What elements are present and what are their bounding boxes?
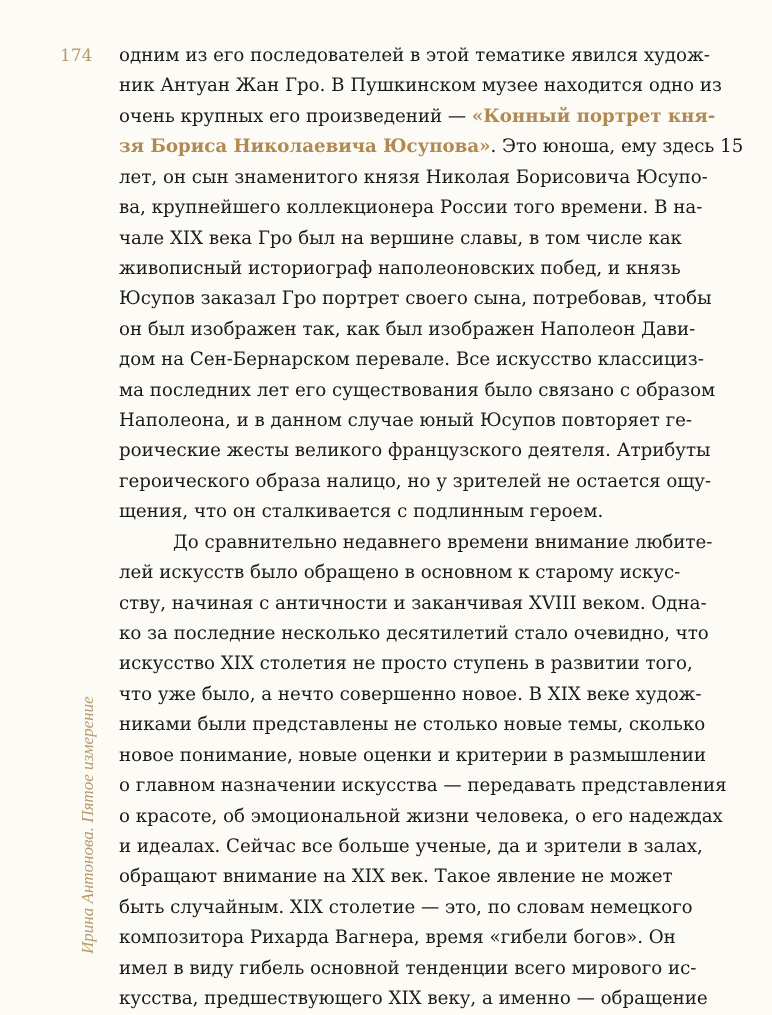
- text-line: лей искусств было обращено в основном к старому искус-: [119, 562, 681, 584]
- page-number: 174: [60, 46, 93, 66]
- text-line: о красоте, об эмоциональной жизни человека, о его надеждах: [119, 805, 723, 827]
- text-line: кусства, предшествующего XIX веку, а именно — обращение: [119, 988, 708, 1010]
- text-line: никами были представлены не столько новые темы, сколько: [119, 714, 706, 736]
- text-line: что уже было, а нечто совершенно новое. В XIX веке худож-: [119, 683, 702, 705]
- artwork-title-link-cont[interactable]: зя Бориса Николаевича Юсупова»: [119, 136, 491, 158]
- text-line: ству, начиная с античности и заканчивая XVIII веком. Одна-: [119, 592, 707, 614]
- text-line: дом на Сен-Бернарском перевале. Все искусство классициз-: [119, 349, 704, 371]
- text-line: искусство XIX столетия не просто ступень в развитии того,: [119, 653, 693, 675]
- text-line: лет, он сын знаменитого князя Николая Борисовича Юсупо-: [119, 166, 708, 188]
- text-line: имел в виду гибель основной тенденции всего мирового ис-: [119, 957, 697, 979]
- text-line: До сравнительно недавнего времени внимание любите-: [173, 531, 713, 553]
- text-line: композитора Рихарда Вагнера, время «гибели богов». Он: [119, 927, 676, 949]
- text-line: ко за последние несколько десятилетий стало очевидно, что: [119, 623, 709, 645]
- text-line: быть случайным. XIX столетие — это, по словам немецкого: [119, 896, 693, 918]
- text-fragment: очень крупных его произведений —: [119, 105, 472, 127]
- text-line: чале XIX века Гро был на вершине славы, в том числе как: [119, 227, 682, 249]
- text-line: Юсупов заказал Гро портрет своего сына, потребовав, чтобы: [119, 288, 712, 310]
- text-line: и идеалах. Сейчас все больше ученые, да и зрители в залах,: [119, 835, 703, 857]
- text-line: он был изображен так, как был изображен Наполеон Дави-: [119, 318, 696, 340]
- text-line: героического образа налицо, но у зрителей не остается ощу-: [119, 470, 712, 492]
- body-text: [119, 41, 744, 1015]
- text-line: ма последних лет его существования было связано с образом: [119, 379, 716, 401]
- text-line: о главном назначении искусства — передавать представления: [119, 775, 727, 797]
- text-line: новое понимание, новые оценки и критерии в размышлении: [119, 744, 706, 766]
- text-line: [119, 132, 744, 162]
- text-line: ник Антуан Жан Гро. В Пушкинском музее находится одно из: [119, 75, 722, 97]
- artwork-title-link[interactable]: «Конный портрет кня-: [471, 105, 716, 127]
- text-line: [119, 102, 716, 132]
- text-line: Наполеона, и в данном случае юный Юсупов повторяет ге-: [119, 410, 693, 432]
- running-head: Ирина Антонова. Пятое измерение: [78, 696, 97, 954]
- text-line: роические жесты великого французского деятеля. Атрибуты: [119, 440, 711, 462]
- text-line: одним из его последователей в этой тематике явился худож-: [119, 45, 710, 66]
- text-line: щения, что он сталкивается с подлинным героем.: [119, 501, 604, 523]
- text-line: ва, крупнейшего коллекционера России того времени. В на-: [119, 197, 703, 219]
- text-line: живописный историограф наполеоновских побед, и князь: [119, 257, 681, 279]
- text-line: обращают внимание на XIX век. Такое явление не может: [119, 866, 673, 888]
- text-fragment: . Это юноша, ему здесь 15: [490, 136, 744, 158]
